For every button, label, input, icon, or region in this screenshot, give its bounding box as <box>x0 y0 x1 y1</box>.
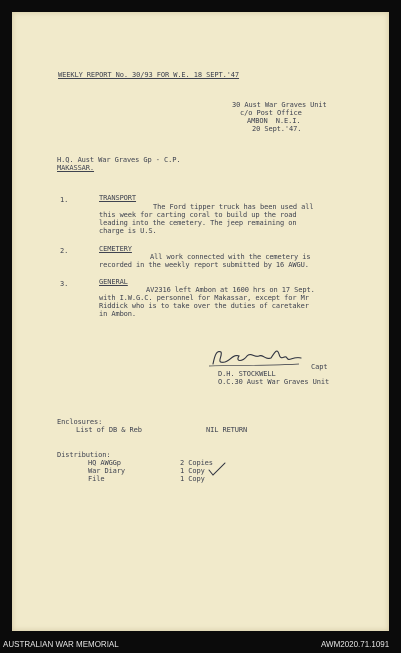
footer-accession-number: AWM2020.71.1091 <box>321 640 390 649</box>
distribution-recipient: File <box>88 475 105 483</box>
signatory-name: D.H. STOCKWELL <box>218 370 276 378</box>
enclosures-label: Enclosures: <box>57 418 103 426</box>
item-line: leading into the cemetery. The jeep remaining on <box>99 219 297 227</box>
item-line: recorded in the weekly report submitted by 16 AWGU. <box>99 261 309 269</box>
checkmark-icon <box>203 462 229 478</box>
distribution-recipient: HQ AWGGp <box>88 459 121 467</box>
distribution-quantity: 2 Copies <box>180 459 213 467</box>
item-number: 1. <box>60 196 69 204</box>
distribution-quantity: 1 Copy <box>180 467 205 475</box>
item-line: charge is U.S. <box>99 227 157 235</box>
signature-rank: Capt <box>311 363 328 371</box>
item-line: AV2316 left Ambon at 1600 hrs on 17 Sept. <box>146 286 315 294</box>
footer-institution: AUSTRALIAN WAR MEMORIAL <box>3 640 119 649</box>
item-title-cemetery: CEMETERY <box>99 245 132 253</box>
sender-post-office: c/o Post Office <box>240 109 302 117</box>
recipient-city: MAKASSAR. <box>57 164 95 172</box>
item-line: with I.W.G.C. personnel for Makassar, except for Mr <box>99 294 309 302</box>
signatory-title: O.C.30 Aust War Graves Unit <box>218 378 330 386</box>
recipient-line: H.Q. Aust War Graves Gp - C.P. <box>57 156 181 164</box>
handwritten-signature <box>205 344 305 370</box>
report-heading: WEEKLY REPORT No. 30/93 FOR W.E. 18 SEPT.'47 <box>58 71 240 79</box>
distribution-quantity: 1 Copy <box>180 475 205 483</box>
distribution-recipient: War Diary <box>88 467 126 475</box>
item-title-general: GENERAL <box>99 278 128 286</box>
enclosure-status: NIL RETURN <box>206 426 248 434</box>
item-line: All work connected with the cemetery is <box>150 253 311 261</box>
item-line: in Ambon. <box>99 310 137 318</box>
enclosure-item: List of DB & Reb <box>76 426 142 434</box>
item-line: Riddick who is to take over the duties of caretaker <box>99 302 309 310</box>
item-number: 3. <box>60 280 69 288</box>
sender-location: AMBON N.E.I. <box>247 117 301 125</box>
item-number: 2. <box>60 247 69 255</box>
document-page <box>12 12 389 631</box>
item-line: The Ford tipper truck has been used all <box>153 203 314 211</box>
sender-unit: 30 Aust War Graves Unit <box>232 101 327 109</box>
item-title-transport: TRANSPORT <box>99 194 137 202</box>
distribution-label: Distribution: <box>57 451 111 459</box>
sender-date: 20 Sept.'47. <box>252 125 302 133</box>
item-line: this week for carting coral to build up the road <box>99 211 297 219</box>
